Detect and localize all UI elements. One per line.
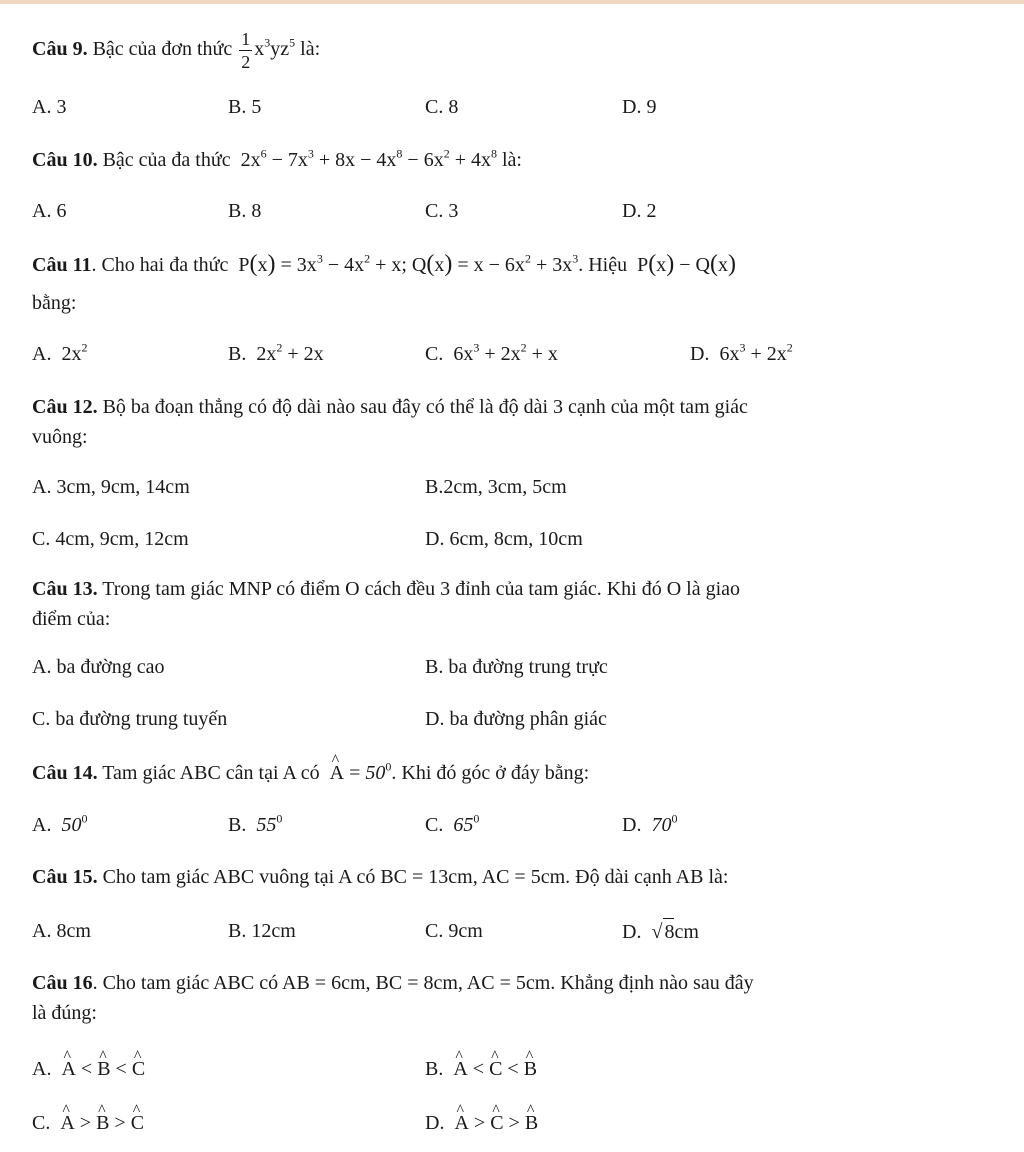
- q10-tail: là:: [501, 149, 522, 171]
- question-9: [32, 30, 320, 71]
- q9-text: Bậc của đơn thức: [92, 38, 233, 61]
- q13-label: Câu 13.: [32, 578, 98, 600]
- q16-line2: là đúng:: [32, 1002, 97, 1024]
- q14-option-c-value: 65: [453, 814, 474, 836]
- q11-option-b-label: B.: [228, 343, 247, 365]
- q11-option-c-expr: $6x^3 + 2x^2 + x$: [453, 340, 558, 365]
- q9-frac-num: 1: [241, 29, 251, 49]
- q11-option-a-expr: $2x^2$: [61, 340, 88, 365]
- q15-option-a[interactable]: A. 8cm: [32, 920, 91, 942]
- q11-label: Câu 11: [32, 254, 92, 276]
- q15-option-d-radicand: 8: [663, 918, 674, 945]
- q10-option-d[interactable]: D. 2: [622, 200, 657, 222]
- question-11: [32, 251, 736, 278]
- question-10: [32, 147, 522, 173]
- question-14: [32, 760, 589, 786]
- q13-option-b[interactable]: B. ba đường trung trực: [425, 656, 608, 678]
- q14-option-d-value: 70: [651, 814, 672, 836]
- q14-option-d[interactable]: D. $70^0$: [622, 811, 678, 836]
- q11-text: . Cho hai đa thức: [91, 254, 229, 276]
- q10-option-c[interactable]: C. 3: [425, 200, 459, 222]
- q16-option-a-expr: ^ A < ^ B < ^ C: [61, 1058, 145, 1080]
- q12-option-c[interactable]: C. 4cm, 9cm, 12cm: [32, 528, 189, 550]
- q15-text: Cho tam giác ABC vuông tại A có BC = 13cm, AC = 5cm. Độ dài cạnh AB là:: [102, 866, 729, 888]
- q16-option-a-label: A.: [32, 1058, 52, 1080]
- question-15: [32, 864, 728, 890]
- q15-option-b[interactable]: B. 12cm: [228, 920, 296, 942]
- q14-text: Tam giác ABC cân tại A có: [102, 762, 320, 784]
- q9-monomial: $x^3yz^5$: [254, 35, 296, 61]
- q16-option-b-expr: ^ A < ^ C < ^ B: [453, 1058, 537, 1080]
- q11-line2: bằng:: [32, 292, 77, 314]
- q9-frac-den: 2: [241, 52, 251, 72]
- q10-label: Câu 10.: [32, 149, 98, 171]
- q11-option-a[interactable]: [32, 341, 87, 367]
- q11-difference: P(x) − Q(x): [632, 251, 736, 277]
- q11-option-d[interactable]: [690, 341, 793, 367]
- q14-option-a-label: A.: [32, 814, 52, 836]
- q11-option-b-expr: $2x^2 + 2x$: [256, 340, 324, 365]
- q12-option-a[interactable]: A. 3cm, 9cm, 14cm: [32, 476, 190, 498]
- q11-polynomials: $P(x) = 3x^3 - 4x^2 + x$; $Q(x) = x - 6x^2 + 3x^3$: [233, 251, 579, 277]
- q13-option-d[interactable]: D. ba đường phân giác: [425, 708, 607, 730]
- q16-option-d[interactable]: [425, 1110, 538, 1136]
- q10-option-a[interactable]: A. 6: [32, 200, 67, 222]
- question-16: [32, 970, 754, 996]
- sqrt-icon: √: [651, 921, 663, 943]
- q16-option-d-label: D.: [425, 1112, 445, 1134]
- q14-option-b-label: B.: [228, 814, 247, 836]
- q10-option-b[interactable]: B. 8: [228, 200, 262, 222]
- q14-label: Câu 14.: [32, 762, 98, 784]
- q12-label: Câu 12.: [32, 396, 98, 418]
- q13-line2: điểm của:: [32, 608, 111, 630]
- q9-fraction: [239, 30, 252, 71]
- q9-option-b[interactable]: B. 5: [228, 96, 262, 118]
- q10-text: Bậc của đa thức: [102, 149, 231, 171]
- q11-option-d-label: D.: [690, 343, 710, 365]
- q16-option-b[interactable]: [425, 1056, 537, 1082]
- q9-label: Câu 9.: [32, 38, 88, 61]
- q13-option-c[interactable]: C. ba đường trung tuyến: [32, 708, 228, 730]
- q15-option-c[interactable]: C. 9cm: [425, 920, 483, 942]
- q11-option-c[interactable]: [425, 341, 558, 367]
- question-13: [32, 576, 740, 602]
- q14-option-b-value: 55: [256, 814, 277, 836]
- q16-text: . Cho tam giác ABC có AB = 6cm, BC = 8cm, AC = 5cm. Khẳng định nào sau đây: [92, 972, 754, 994]
- q16-option-c-expr: ^ A > ^ B > ^ C: [60, 1112, 144, 1134]
- q14-tail: . Khi đó góc ở đáy bằng:: [391, 762, 590, 784]
- q14-option-d-label: D.: [622, 814, 642, 836]
- q14-option-a-value: 50: [61, 814, 82, 836]
- q14-option-a[interactable]: A. $50^0$: [32, 811, 88, 836]
- q11-option-c-label: C.: [425, 343, 444, 365]
- q9-option-a[interactable]: A. 3: [32, 96, 67, 118]
- q16-option-d-expr: ^ A > ^ C > ^ B: [454, 1112, 538, 1134]
- q9-option-c[interactable]: C. 8: [425, 96, 459, 118]
- q11-option-d-expr: $6x^3 + 2x^2$: [719, 340, 793, 365]
- q11-option-b[interactable]: [228, 341, 324, 367]
- q16-label: Câu 16: [32, 972, 93, 994]
- q16-option-a[interactable]: [32, 1056, 145, 1082]
- q14-option-b[interactable]: B. $55^0$: [228, 811, 283, 836]
- q16-option-b-label: B.: [425, 1058, 444, 1080]
- q15-option-d-label: D.: [622, 921, 642, 943]
- q15-option-d-unit: cm: [674, 921, 699, 943]
- q13-text: Trong tam giác MNP có điểm O cách đều 3 đỉnh của tam giác. Khi đó O là giao: [102, 578, 741, 600]
- q16-option-c[interactable]: [32, 1110, 144, 1136]
- q11-option-a-label: A.: [32, 343, 52, 365]
- q9-option-d[interactable]: D. 9: [622, 96, 657, 118]
- q15-option-d[interactable]: [622, 918, 699, 945]
- q9-tail: là:: [300, 38, 321, 61]
- q11-mid: . Hiệu: [578, 254, 628, 276]
- q14-angle: ^ $A = 50^0$: [325, 762, 392, 784]
- q16-option-c-label: C.: [32, 1112, 51, 1134]
- top-border: [0, 0, 1024, 4]
- q12-option-b[interactable]: B.2cm, 3cm, 5cm: [425, 476, 567, 498]
- q12-line2: vuông:: [32, 426, 88, 448]
- q10-polynomial: $2x^6 - 7x^3 + 8x - 4x^8 - 6x^2 + 4x^8$: [235, 146, 497, 171]
- q15-label: Câu 15.: [32, 866, 98, 888]
- q14-option-c[interactable]: C. $65^0$: [425, 811, 480, 836]
- q14-option-c-label: C.: [425, 814, 444, 836]
- q12-option-d[interactable]: D. 6cm, 8cm, 10cm: [425, 528, 583, 550]
- q12-text: Bộ ba đoạn thẳng có độ dài nào sau đây có thể là độ dài 3 cạnh của một tam giác: [102, 396, 748, 418]
- q13-option-a[interactable]: A. ba đường cao: [32, 656, 165, 678]
- question-12: [32, 394, 748, 420]
